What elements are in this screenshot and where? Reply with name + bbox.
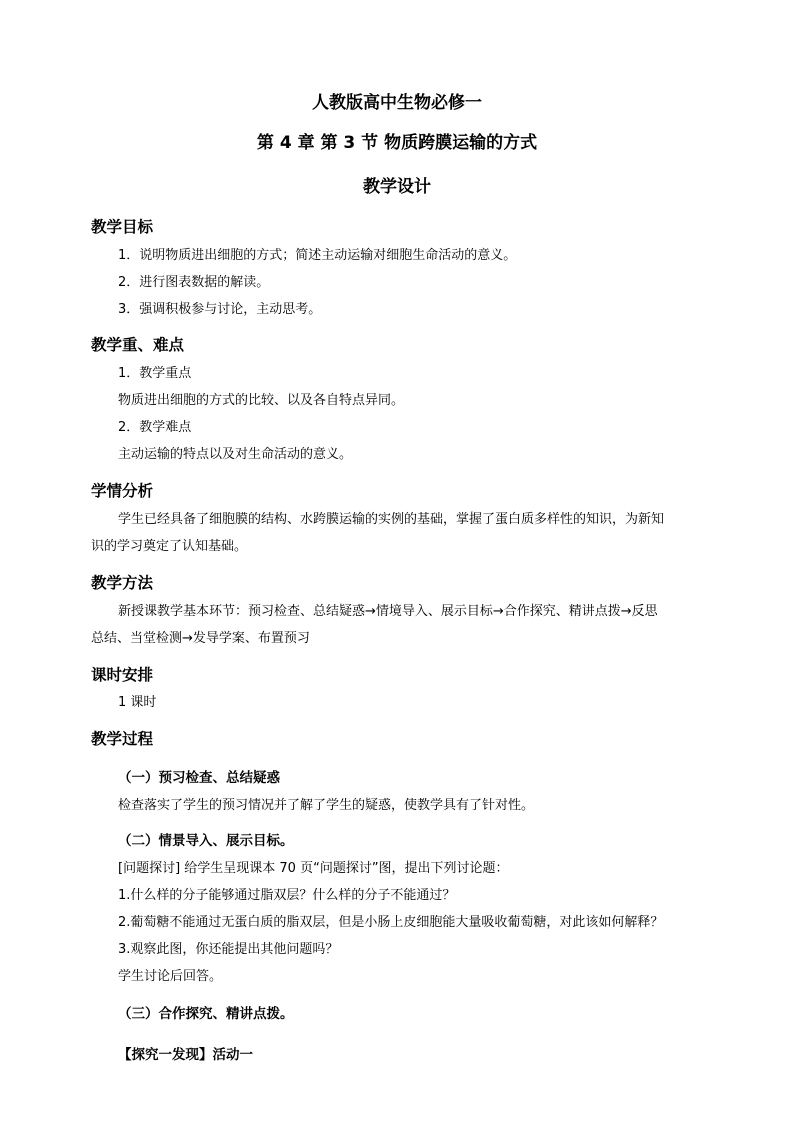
schedule-value: 1 课时 bbox=[118, 695, 157, 710]
difficulty-label: 2．教学难点 bbox=[118, 420, 192, 435]
problem-discussion: [问题探讨] 给学生呈现课本 70 页“问题探讨”图，提出下列讨论题： bbox=[118, 861, 509, 876]
course-title: 人教版高中生物必修一 bbox=[312, 93, 482, 113]
objective-item: 2．进行图表数据的解读。 bbox=[118, 275, 270, 290]
objective-item: 3．强调积极参与讨论，主动思考。 bbox=[118, 302, 322, 317]
focus-label: 1．教学重点 bbox=[118, 366, 192, 381]
explore-activity: 【探究一发现】活动一 bbox=[118, 1047, 253, 1063]
methods-line: 新授课教学基本环节：预习检查、总结疑惑→情境导入、展示目标→合作探究、精讲点拨→反思 bbox=[118, 604, 658, 619]
chapter-title: 第 4 章 第 3 节 物质跨膜运输的方式 bbox=[256, 133, 538, 153]
discussion-question: 3.观察此图，你还能提出其他问题吗？ bbox=[118, 942, 339, 957]
document-title: 教学设计 bbox=[363, 177, 431, 197]
discussion-question: 2.葡萄糖不能通过无蛋白质的脂双层，但是小肠上皮细胞能大量吸收葡萄糖，对此该如何解释？ bbox=[118, 915, 664, 930]
step3-title: （三）合作探究、精讲点拨。 bbox=[118, 1006, 294, 1022]
discussion-question: 1.什么样的分子能够通过脂双层？什么样的分子不能通过？ bbox=[118, 888, 456, 903]
analysis-line: 学生已经具备了细胞膜的结构、水跨膜运输的实例的基础，掌握了蛋白质多样性的知识，为新知 bbox=[118, 512, 665, 527]
key-points-heading: 教学重、难点 bbox=[91, 336, 185, 354]
analysis-line: 识的学习奠定了认知基础。 bbox=[91, 539, 248, 554]
methods-heading: 教学方法 bbox=[91, 574, 154, 592]
step2-title: （二）情景导入、展示目标。 bbox=[118, 833, 294, 849]
discussion-answer: 学生讨论后回答。 bbox=[118, 969, 223, 984]
objective-item: 1．说明物质进出细胞的方式；简述主动运输对细胞生命活动的意义。 bbox=[118, 248, 517, 263]
analysis-heading: 学情分析 bbox=[91, 482, 154, 500]
step1-title: （一）预习检查、总结疑惑 bbox=[118, 770, 280, 786]
step1-text: 检查落实了学生的预习情况并了解了学生的疑惑，使教学具有了针对性。 bbox=[118, 798, 535, 813]
schedule-heading: 课时安排 bbox=[91, 666, 154, 684]
focus-text: 物质进出细胞的方式的比较、以及各自特点异同。 bbox=[118, 393, 405, 408]
difficulty-text: 主动运输的特点以及对生命活动的意义。 bbox=[118, 447, 353, 462]
methods-line: 总结、当堂检测→发导学案、布置预习 bbox=[91, 631, 310, 646]
objectives-heading: 教学目标 bbox=[91, 218, 154, 236]
process-heading: 教学过程 bbox=[91, 730, 154, 748]
